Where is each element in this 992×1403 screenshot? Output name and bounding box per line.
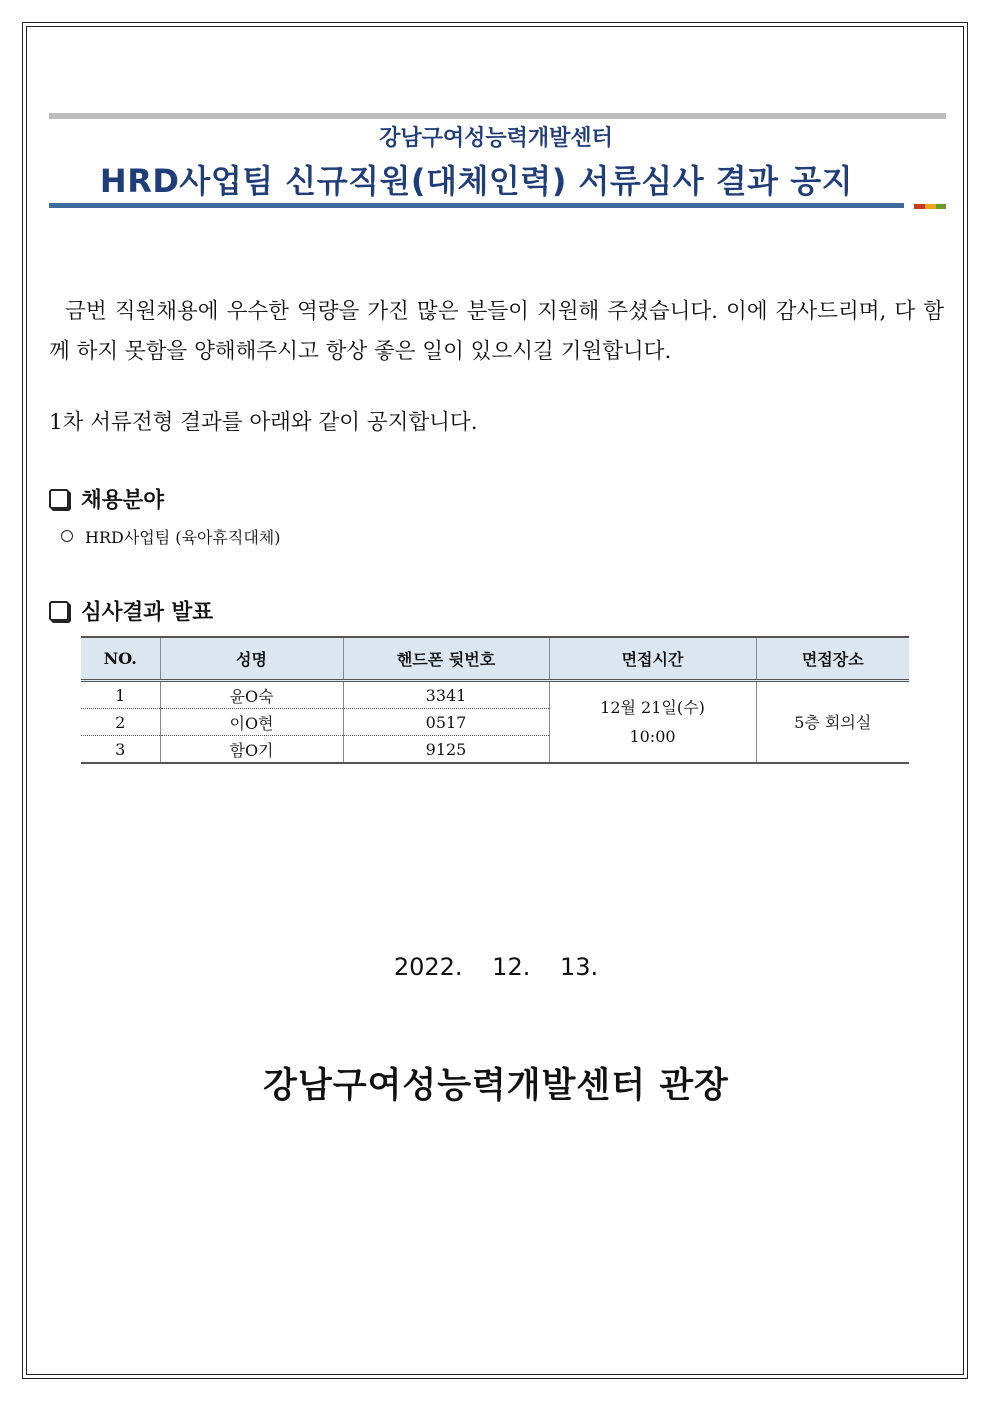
checkbox-bullet-icon (49, 489, 69, 509)
cell-no: 3 (81, 736, 160, 764)
accent-green (936, 204, 946, 209)
section-heading-result (49, 595, 213, 626)
interview-time: 10:00 (629, 727, 676, 746)
cell-interview-time (549, 681, 756, 764)
cell-no: 2 (81, 709, 160, 736)
cell-phone: 9125 (343, 736, 549, 764)
field-list-item (61, 525, 281, 548)
notice-text: 1차 서류전형 결과를 아래와 같이 공지합니다. (49, 410, 478, 435)
cell-no: 1 (81, 681, 160, 709)
cell-phone: 0517 (343, 709, 549, 736)
page-title: HRD사업팀 신규직원(대체인력) 서류심사 결과 공지 (99, 162, 854, 200)
section-field-title: 채용분야 (81, 488, 165, 513)
table-row (81, 681, 909, 709)
cell-name: 함O기 (160, 736, 343, 764)
header-top-rule (49, 113, 946, 119)
table-header-row (81, 637, 909, 681)
section-heading-field (49, 483, 164, 514)
signer-name: 강남구여성능력개발센터 관장 (263, 1066, 729, 1106)
header-interview-time: 면접시간 (549, 637, 756, 681)
header-bottom-rule (49, 203, 904, 208)
result-table (81, 636, 909, 764)
organization-name: 강남구여성능력개발센터 (379, 126, 613, 151)
interview-date: 12월 21일(수) (600, 698, 705, 717)
field-item-text: HRD사업팀 (육아휴직대체) (85, 528, 281, 547)
cell-interview-place: 5층 회의실 (756, 681, 909, 764)
issue-date: 2022. 12. 13. (393, 953, 599, 981)
checkbox-bullet-icon (49, 601, 69, 621)
accent-orange (925, 204, 936, 209)
circle-bullet-icon (61, 530, 73, 542)
header-no: NO. (81, 637, 160, 681)
cell-name: 윤O숙 (160, 681, 343, 709)
intro-paragraph (49, 292, 944, 372)
cell-phone: 3341 (343, 681, 549, 709)
header-interview-place: 면접장소 (756, 637, 909, 681)
header-name: 성명 (160, 637, 343, 681)
intro-text: 금번 직원채용에 우수한 역량을 가진 많은 분들이 지원해 주셨습니다. 이에 감사드리며, 다 함께 하지 못함을 양해해주시고 항상 좋은 일이 있으시길 기원합니다. (49, 299, 944, 364)
section-result-title: 심사결과 발표 (81, 600, 214, 625)
accent-red (914, 204, 925, 209)
header-phone: 핸드폰 뒷번호 (343, 637, 549, 681)
cell-name: 이O현 (160, 709, 343, 736)
